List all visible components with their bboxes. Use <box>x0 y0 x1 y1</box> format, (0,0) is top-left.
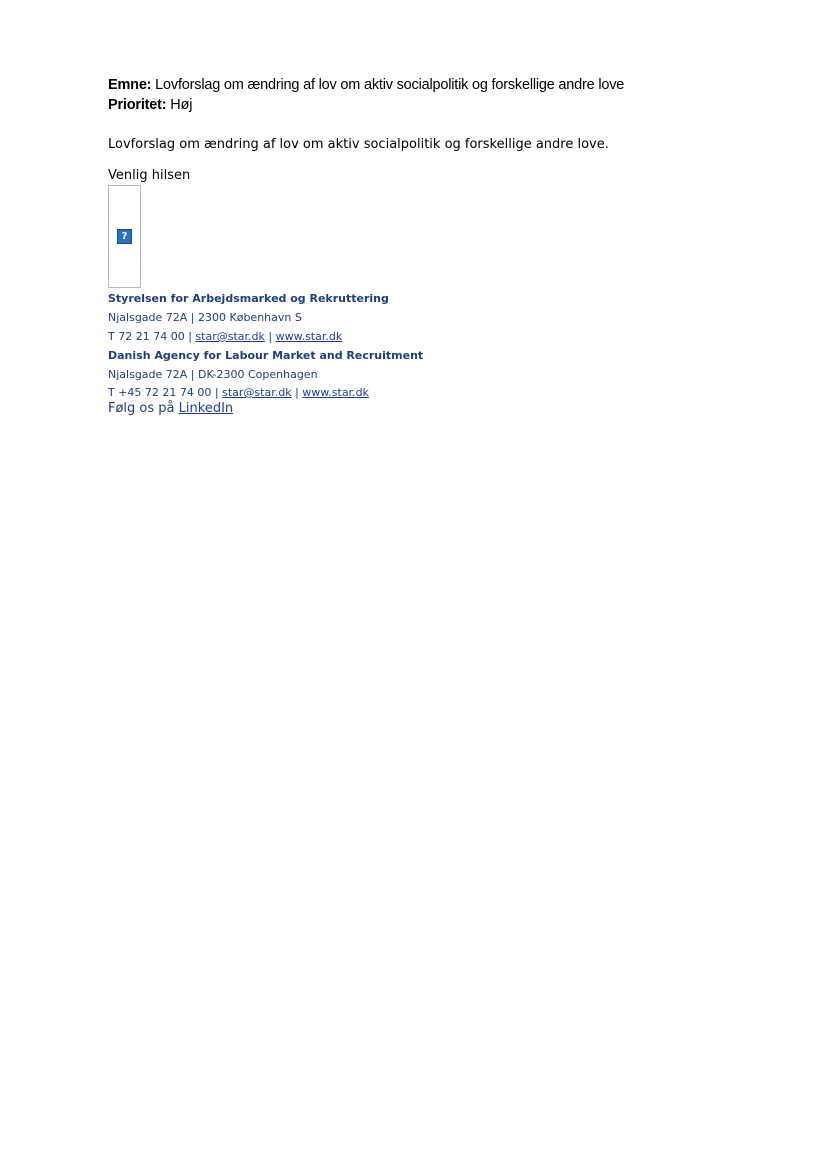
website-link-english[interactable]: www.star.dk <box>302 386 369 399</box>
broken-image-question-icon: ? <box>117 229 132 244</box>
contact-separator: | <box>268 330 273 343</box>
signature-phone-english: T +45 72 21 74 00 | <box>108 386 219 399</box>
signature-address-english: Njalsgade 72A | DK-2300 Copenhagen <box>108 368 318 381</box>
priority-value: Høj <box>170 97 193 113</box>
subject-label: Emne: <box>108 77 152 93</box>
contact-separator: | <box>295 386 299 399</box>
email-link-english[interactable]: star@star.dk <box>222 386 292 399</box>
signature-contact-danish <box>108 330 342 344</box>
linkedin-link[interactable]: LinkedIn <box>178 401 234 416</box>
signature-name-danish: Styrelsen for Arbejdsmarked og Rekruttering <box>108 292 389 305</box>
subject-line <box>108 76 624 94</box>
signature-address-danish: Njalsgade 72A | 2300 København S <box>108 311 302 324</box>
subject-value: Lovforslag om ændring af lov om aktiv socialpolitik og forskellige andre love <box>155 77 625 93</box>
signature-image-placeholder <box>108 185 141 288</box>
signature-contact-english <box>108 386 369 400</box>
signature-name-english: Danish Agency for Labour Market and Recruitment <box>108 349 424 362</box>
follow-us-line <box>108 401 233 417</box>
website-link-danish[interactable]: www.star.dk <box>275 330 343 343</box>
body-text: Lovforslag om ændring af lov om aktiv socialpolitik og forskellige andre love. <box>108 137 609 152</box>
priority-label: Prioritet: <box>108 97 167 113</box>
email-link-danish[interactable]: star@star.dk <box>195 330 265 343</box>
signature-phone-danish: T 72 21 74 00 | <box>108 330 192 343</box>
greeting: Venlig hilsen <box>108 168 191 183</box>
follow-text: Følg os på <box>108 401 175 416</box>
priority-line <box>108 96 192 114</box>
